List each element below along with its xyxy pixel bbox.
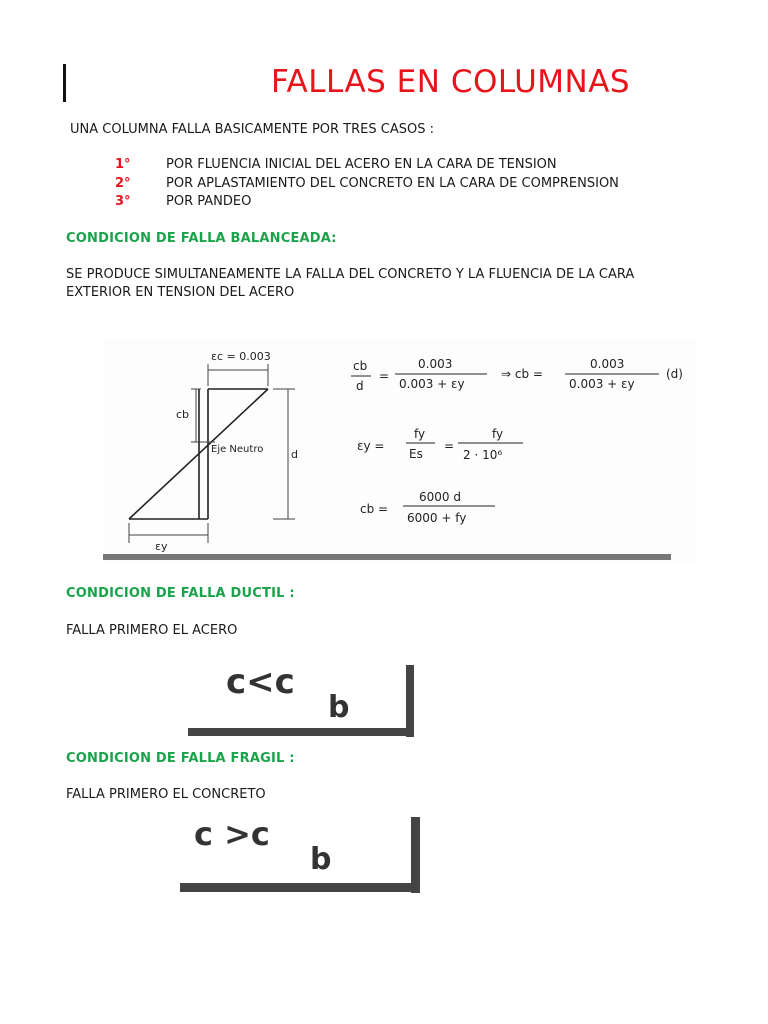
ductile-heading: CONDICION DE FALLA DUCTIL : [66,586,295,601]
eq2-lhs: εy = [357,439,385,453]
ey-label: εy [155,540,168,553]
neutral-axis-label: Eje Neutro [211,444,264,455]
eq1-rhs-den: 0.003 + εy [399,377,465,391]
case-text: POR APLASTAMIENTO DEL CONCRETO EN LA CARA DE COMPRENSION [166,176,619,191]
eq1-rhs-num: 0.003 [418,357,453,371]
intro-text: UNA COLUMNA FALLA BASICAMENTE POR TRES CASOS : [70,122,434,137]
eq1-lhs-den: d [356,379,364,393]
eq3-lhs: cb = [360,502,389,516]
eq3-den: 6000 + fy [407,511,467,525]
ductile-formula [180,655,416,737]
eq2-num1: fy [414,427,426,441]
case-text: POR PANDEO [166,194,252,209]
balanced-heading: CONDICION DE FALLA BALANCEADA: [66,231,337,246]
eq2-den1: Es [409,447,423,461]
eq1-res-num: 0.003 [590,357,625,371]
ductile-text: FALLA PRIMERO EL ACERO [66,623,238,638]
diagram-bottom-border [103,554,671,560]
eq2-mid: = [444,439,455,453]
eq3-num: 6000 d [419,490,461,504]
case-text: POR FLUENCIA INICIAL DEL ACERO EN LA CARA DE TENSION [166,157,557,172]
text-cursor [63,64,66,102]
eq1-res-den: 0.003 + εy [569,377,635,391]
fragile-formula-c: c >c [194,815,270,853]
balanced-line-1: SE PRODUCE SIMULTANEAMENTE LA FALLA DEL CONCRETO Y LA FLUENCIA DE LA CARA [66,267,635,282]
fragile-formula [174,815,422,895]
case-number: 2° [115,176,131,191]
d-label: d [291,448,298,461]
balanced-line-2: EXTERIOR EN TENSION DEL ACERO [66,285,295,300]
fragile-text: FALLA PRIMERO EL CONCRETO [66,787,266,802]
balanced-strain-diagram [103,338,697,564]
case-number: 3° [115,194,131,209]
ec-label: εc = 0.003 [211,350,271,363]
eq2-num2: fy [492,427,504,441]
case-number: 1° [115,157,131,172]
eq1-equals: = [379,369,390,383]
page-title: FALLAS EN COLUMNAS [271,64,631,100]
fragile-heading: CONDICION DE FALLA FRAGIL : [66,751,295,766]
eq1-lhs-num: cb [353,359,368,373]
eq1-tail: (d) [666,367,683,381]
fragile-formula-sub: b [310,842,332,877]
ductile-formula-sub: b [328,690,350,725]
ductile-formula-c: c<c [226,662,295,702]
eq2-den2: 2 · 10⁶ [463,448,503,462]
eq1-arrow: ⇒ cb = [501,367,543,381]
cb-label: cb [176,408,190,421]
